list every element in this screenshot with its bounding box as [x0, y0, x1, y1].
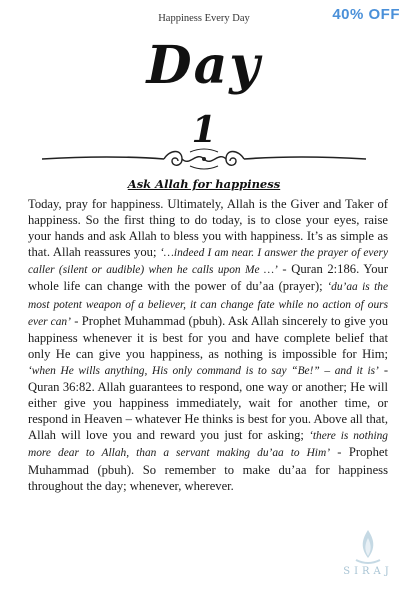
chapter-number: 1 [191, 109, 217, 151]
text-segment: - Quran 36:82. Allah guarantees to respond, one way or another; He will either give you happiness immediately, wait for another time, or respond in Heaven – whatever He thinks is best for you. Above all that, Allah will love you and reward you just for asking; [28, 362, 389, 443]
running-head: Happiness Every Day [158, 13, 250, 24]
quotation-segment: ‘…indeed I am near. I answer the prayer of every caller (silent or audible) when he calls upon Me …’ [28, 247, 388, 277]
quotation-segment: ‘du’aa is the most potent weapon of a believer, it can change fate while no action of ours ever can’ [28, 281, 389, 328]
chapter-title: Day [146, 35, 262, 96]
section-subheading: Ask Allah for happiness [127, 177, 281, 191]
brand-name: SIRAJ [343, 566, 393, 577]
text-segment: - Prophet Muhammad (pbuh). So remember to make du’aa for happiness throughout the day; whenever, wherever. [28, 445, 388, 493]
flame-logo-icon [338, 528, 398, 566]
text-segment: Today, pray for happiness. Ultimately, Allah is the Giver and Taker of happiness. So the first thing to do today, is to close your eyes, raise your hands and ask Allah to bless you with happiness. It’s as simple as that. Allah reassures you; [28, 197, 388, 260]
ornament-divider-icon [40, 146, 368, 172]
discount-badge: 40% OFF [332, 6, 400, 23]
quotation-segment: ‘when He wills anything, His only command is to say “Be!” – and it is’ [28, 364, 379, 377]
quotation-segment: ‘there is nothing more dear to Allah, than a servant making du’aa to Him’ [28, 430, 389, 460]
body-paragraph [28, 196, 388, 494]
text-segment: - Prophet Muhammad (pbuh). Ask Allah sincerely to give you happiness whenever it is best for you and have complete belief that only He can give you happiness, as nothing is impossible for Him; [28, 313, 388, 361]
brand-logo [338, 528, 398, 588]
text-segment: - Quran 2:186. Your whole life can change with the power of du’aa (prayer); [28, 262, 389, 294]
